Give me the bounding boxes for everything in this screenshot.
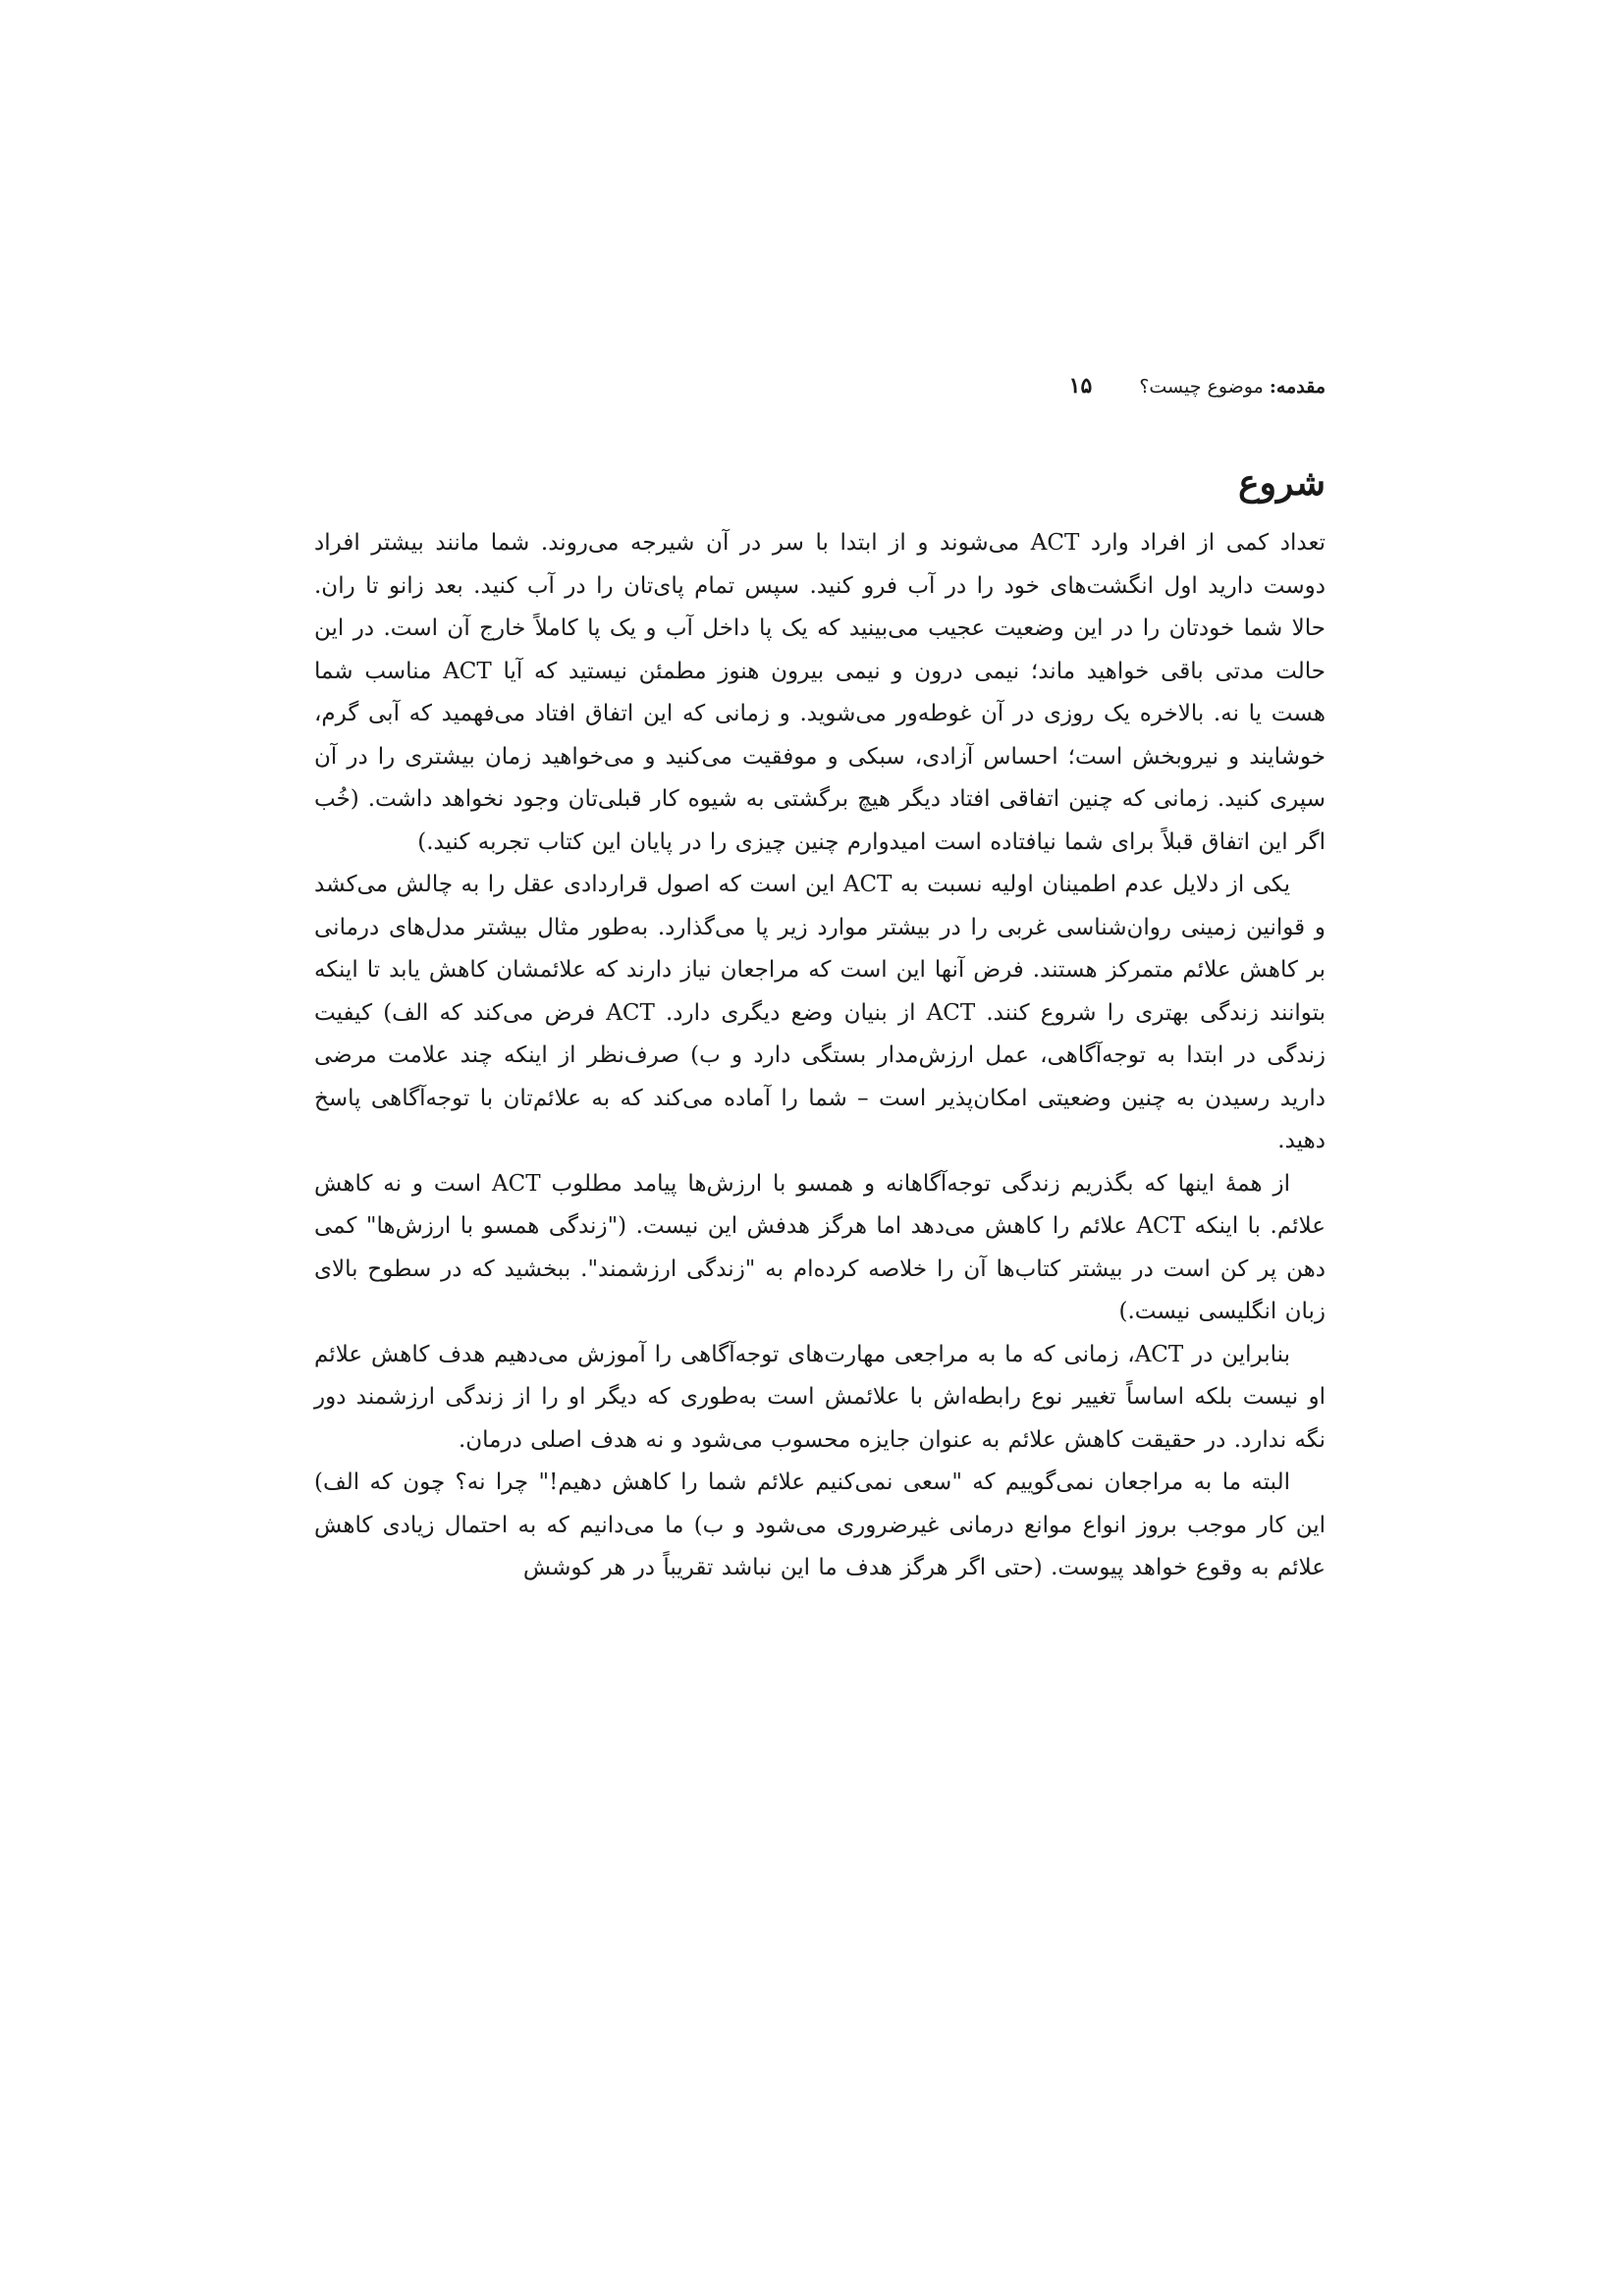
chapter-title: موضوع چیست؟ [1139,376,1264,398]
paragraph-4: بنابراین در ACT، زمانی که ما به مراجعی مهارت‌های توجه‌آگاهی را آموزش می‌دهیم هدف کاهش علائم او نیست بلکه اساساً تغییر نوع رابطه‌اش با علائمش است به‌طوری که دیگر او را از زندگی ارزشمند دور نگه ندارد. در حقیقت کاهش علائم به عنوان جایزه محسوب می‌شود و نه هدف اصلی درمان. [314,1341,1326,1453]
section-title: شروع [1238,462,1326,504]
paragraph-1: تعداد کمی از افراد وارد ACT می‌شوند و از ابتدا با سر در آن شیرجه می‌روند. شما مانند بیشتر افراد دوست دارید اول انگشت‌های خود را در آب فرو کنید. سپس تمام پای‌تان را در آب کنید. بعد زانو تا ران. حالا شما خودتان را در این وضعیت عجیب می‌بینید که یک پا داخل آب و یک پا کاملاً خارج آن است. در این حالت مدتی باقی خواهید ماند؛ نیمی درون و نیمی بیرون هنوز مطمئن نیستید که آیا ACT مناسب شما هست یا نه. بالاخره یک روزی در آن غوطه‌ور می‌شوید. و زمانی که این اتفاق افتاد می‌فهمید که آبی گرم، خوشایند و نیروبخش است؛ احساس آزادی، سبکی و موفقیت می‌کنید و می‌خواهید زمان بیشتری را در آن سپری کنید. زمانی که چنین اتفاقی افتاد دیگر هیچ برگشتی به شیوه کار قبلی‌تان وجود نخواهد داشت. (خُب اگر این اتفاق قبلاً برای شما نیافتاده است امیدوارم چنین چیزی را در پایان این کتاب تجربه کنید.) [314,530,1326,855]
paragraph-5: البته ما به مراجعان نمی‌گوییم که "سعی نمی‌کنیم علائم شما را کاهش دهیم!" چرا نه؟ چون که الف) این کار موجب بروز انواع موانع درمانی غیرضروری می‌شود و ب) ما می‌دانیم که به احتمال زیادی کاهش علائم به وقوع خواهد پیوست. (حتی اگر هرگز هدف ما این نباشد تقریباً در هر کوشش [314,1469,1326,1580]
paragraph-2: یکی از دلایل عدم اطمینان اولیه نسبت به ACT این است که اصول قراردادی عقل را به چالش می‌کشد و قوانین زمینی روان‌شناسی غربی را در بیشتر موارد زیر پا می‌گذارد. به‌طور مثال بیشتر مدل‌های درمانی بر کاهش علائم متمرکز هستند. فرض آنها این است که مراجعان نیاز دارند که علائمشان کاهش یابد تا اینکه بتوانند زندگی بهتری را شروع کنند. ACT از بنیان وضع دیگری دارد. ACT فرض می‌کند که الف) کیفیت زندگی در ابتدا به توجه‌آگاهی، عمل ارزش‌مدار بستگی دارد و ب) صرف‌نظر از اینکه چند علامت مرضی دارید رسیدن به چنین وضعیتی امکان‌پذیر است – شما را آماده می‌کند که به علائم‌تان با توجه‌آگاهی پاسخ دهید. [314,872,1326,1153]
paragraph-3: از همهٔ اینها که بگذریم زندگی توجه‌آگاهانه و همسو با ارزش‌ها پیامد مطلوب ACT است و نه کاهش علائم. با اینکه ACT علائم را کاهش می‌دهد اما هرگز هدفش این نیست. ("زندگی همسو با ارزش‌ها" کمی دهن پر کن است در بیشتر کتاب‌ها آن را خلاصه کرده‌ام به "زندگی ارزشمند". ببخشید که در سطوح بالای زبان انگلیسی نیست.) [314,1170,1326,1324]
section-label: مقدمه: [1269,376,1326,398]
running-header-chapter [1139,374,1326,400]
book-page [314,373,1326,1590]
page-number: ۱۵ [1068,373,1093,399]
body-text [314,522,1326,1590]
running-header [314,373,1326,399]
